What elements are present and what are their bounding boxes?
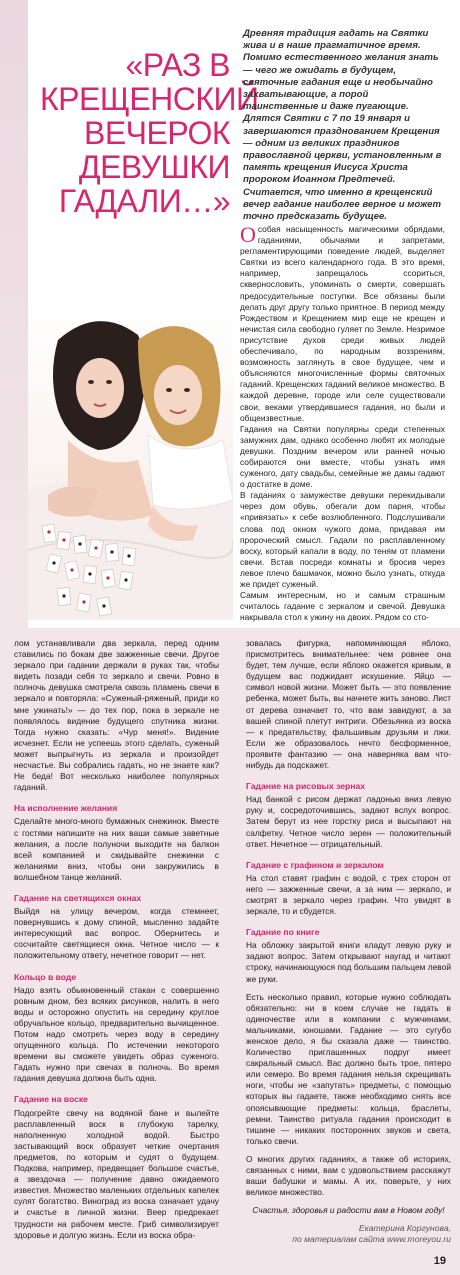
heading-windows: Гадание на светящихся окнах [14,892,142,903]
intro-paragraph-1: собая насыщенность магическими обрядами, гаданиями, обычаями и запретами, регламентирующими поведение людей, выделяет Святки из всего календарного года. В это время, например, запрещалось ссориться, сквернословить, упоминать о смерти, совершать предосудительные поступки. Все обязаны были делать друг другу только приятное. В период между Рождеством и Крещением мир еще не крещен и нечистая сила свободно гуляет по Земле. Незримое присутствие духов среди живых людей обеспечивало, по народным воззрениям, возможность заглянуть в свое будущее, чем и объясняются многочисленные формы святочных гаданий. Крещенских гаданий великое множество. В каждой деревне, городе или селе существовали свои, веками утвердившиеся гадания, но были и общеизвестные. [240,224,445,423]
section-wish: Сделайте много-много бумажных снежинок. Вместе с гостями напишите на них ваши самые заветные желания, а после полуночи выходите на балкон всей компанией и скидывайте снежинки с желаниями вниз, чтобы они закружились в волшебном танце желаний. [14,816,219,882]
closing-paragraph: О многих других гаданиях, а также об историях, связанных с ними, вам с удовольствием расскажут ваши бабушки и мамы. А их, поверьте, у них великое множество. [246,1153,451,1198]
intro-paragraph-3: В гаданиях о замужестве девушки перекидывали через дом обувь, обегали дом парня, чтобы «привязать» к себе возлюбленного. Подслушивали слова под окном чужого дома, придавая им пророческий смысл. Гадали по расплавленному воску, который капали в воду, по теням от пламени свечи. Встав посреди комнаты и бросив через левое плечо башмачок, можно было узнать, откуда же придет суженый. [240,490,445,589]
rules-paragraph: Есть несколько правил, которые нужно соблюдать обязательно: ни в коем случае не гадать в одиночестве или в компании с мужчинами, мальчиками, юношами. Гадание — это сугубо женское дело, я бы сказала даже — таинство. Количество приглашенных подруг имеет сакральный смысл. Вас должно быть трое, пятеро или семеро. Во время гадания нельзя скрещивать ноги, чтобы не «запутать» предметы, с помощью которых вы гадаете, также необходимо снять все опоясывающие предметы: кольца, браслеты, ремни. Таинство ритуала гадания происходит в тишине — никаких посторонних звуков и света, только свечи. [246,991,451,1146]
page-number: 19 [433,1255,446,1267]
heading-wax: Гадание на воске [14,1094,88,1105]
heading-rice: Гадание на рисовых зернах [246,781,366,792]
article-lead: Древняя традиция гадать на Святки жива и в наше прагматичное время. Помимо естественного желания знать — чего же ожидать в будущем, святочные гадания еще и необычайно захватывающие, а порой таинственные и даже пугающие. Длятся Святки с 7 по 19 января и завершаются празднованием Крещения — одним из великих праздников православной церкви, установленным в память крещения Иисуса Христа пророком Иоанном Предтечей. Считается, что именно в крещенский вечер гадание наиболее верное и может точно предсказать будущее. [243,28,442,223]
section-rice: Над банкой с рисом держат ладонью вниз левую руку и, сосредоточившись, задают вслух вопрос. Затем берут из нее горстку риса и высыпают на салфетку. Четное число зерен — положительный ответ. Нечетное — отрицательный. [246,794,451,849]
section-carafe: На стол ставят графин с водой, с трех сторон от него — зажженные свечи, а за ним — зеркало, и смотрят в зеркало через графин. Что увидят в зеркале, то и сбудется. [246,872,451,917]
heading-book: Гадание по книге [246,927,320,938]
right-paragraph: зовалась фигурка, напоминающая яблоко, присмотритесь внимательнее: чем ровнее она будет, тем лучше, если яблоко окажется кривым, в будущем вас поджидает искушение. Яйцо — символ новой жизни. Может быть — это появление ребенка, может быть, вы начнете жить заново. Лист от дерева означает то, что вам завидуют, а за вашей спиной плетут интриги. Обезьянка из воска — к предательству, фальшивым друзьям и лжи. Если же образовалось нечто бесформенное, проявите фантазию — она наверняка вам что-нибудь да подскажет. [246,638,451,771]
section-book: На обложку закрытой книги кладут левую руку и задают вопрос. Затем открывают наугад и читают строку, начинающуюся под большим пальцем левой же руки. [246,940,451,984]
left-paragraph: лом устанавливали два зеркала, перед одним ставились по бокам две зажженные свечи. Другое зеркало при гадании держали в руках так, чтобы видеть позади себя то зеркало и свечи. Ровно в полночь девушка смотрела сквозь пламень свечи в зеркало и повторяла: «Суженый-ряженый, приди ко мне ужинать!» — до тех пор, пока в зеркале не появлялось видение будущего спутника жизни. Тогда нужно сказать: «Чур меня!». Видение исчезнет. Если не успеешь этого сделать, суженый может выпрыгнуть из зеркала и произойдет несчастье. Вы собрались гадать, но не знаете как? Не беда! Вот несколько наиболее популярных гаданий. [14,638,219,793]
section-wax: Подогрейте свечу на водяной бане и вылейте расплавленный воск в глубокую тарелку, наполненную холодной водой. Быстро застывающий воск образует четкие очертания предметов, по которым и судят о будущем. Подкова, например, предвещает большое счастье, а звездочка — получение давно ожидаемого известия. Множество маленьких отдельных капелек сулят богатство. Виноград из воска означает удачу и счастье в личной жизни. Веер предрекает трудности на рабочем месте. Гриб символизирует здоровье и долгую жизнь. Если из воска обра- [14,1107,219,1240]
wishes-line: Счастья, здоровья и радости вам в Новом году! [252,1205,445,1216]
intro-paragraph-2: Гадания на Святки популярны среди степенных замужних дам, однако особенно любят их молодые девушки. Поздним вечером или ранней ночью собираются они вместе, чтобы узнать имя суженого, дату свадьбы, семейные же дамы гадают о достатке в доме. [240,423,445,490]
author-name: Екатерина Коргунова, [358,1223,451,1234]
left-column [14,638,219,1248]
dropcap: О [240,222,256,247]
heading-carafe: Гадание с графином и зеркалом [246,859,384,870]
intro-text [240,224,445,623]
girls-photo [28,300,233,620]
top-section [0,0,460,628]
section-ring: Надо взять обыкновенный стакан с совершенно ровным дном, без всяких рисунков, налить в него воды и осторожно опустить на середину круглое обручальное кольцо, предварительно вычищенное. Потом надо смотреть через воду в середину опущенного кольца. По истечении некоторого времени вы сможете увидеть образ суженого. Гадать нужно при свечах в полночь. Во время гадания девушка должна быть одна. [14,984,219,1084]
heading-ring: Кольцо в воде [14,971,77,982]
heading-wish: На исполнение желания [14,803,118,814]
author-source: по материалам сайта www.moreyou.ru [292,1234,451,1245]
article-title: «РАЗ В КРЕЩЕНСКИЙ ВЕЧЕРОК ДЕВУШКИ ГАДАЛИ…» [40,47,259,219]
right-column [246,638,451,1245]
section-windows: Выйдя на улицу вечером, когда стемнеет, повернувшись к дому спиной, мысленно задайте интересующий вас вопрос. Обернитесь и сосчитайте светящиеся окна. Четное число — к положительному ответу, нечетное говорит — нет. [14,906,219,961]
intro-paragraph-4: Самым интересным, но и самым страшным считалось гадание с зеркалом и свечой. Девушка накрывала стол к ужину на двоих. Рядом со сто- [240,590,445,623]
decorative-side-bar [0,0,28,628]
